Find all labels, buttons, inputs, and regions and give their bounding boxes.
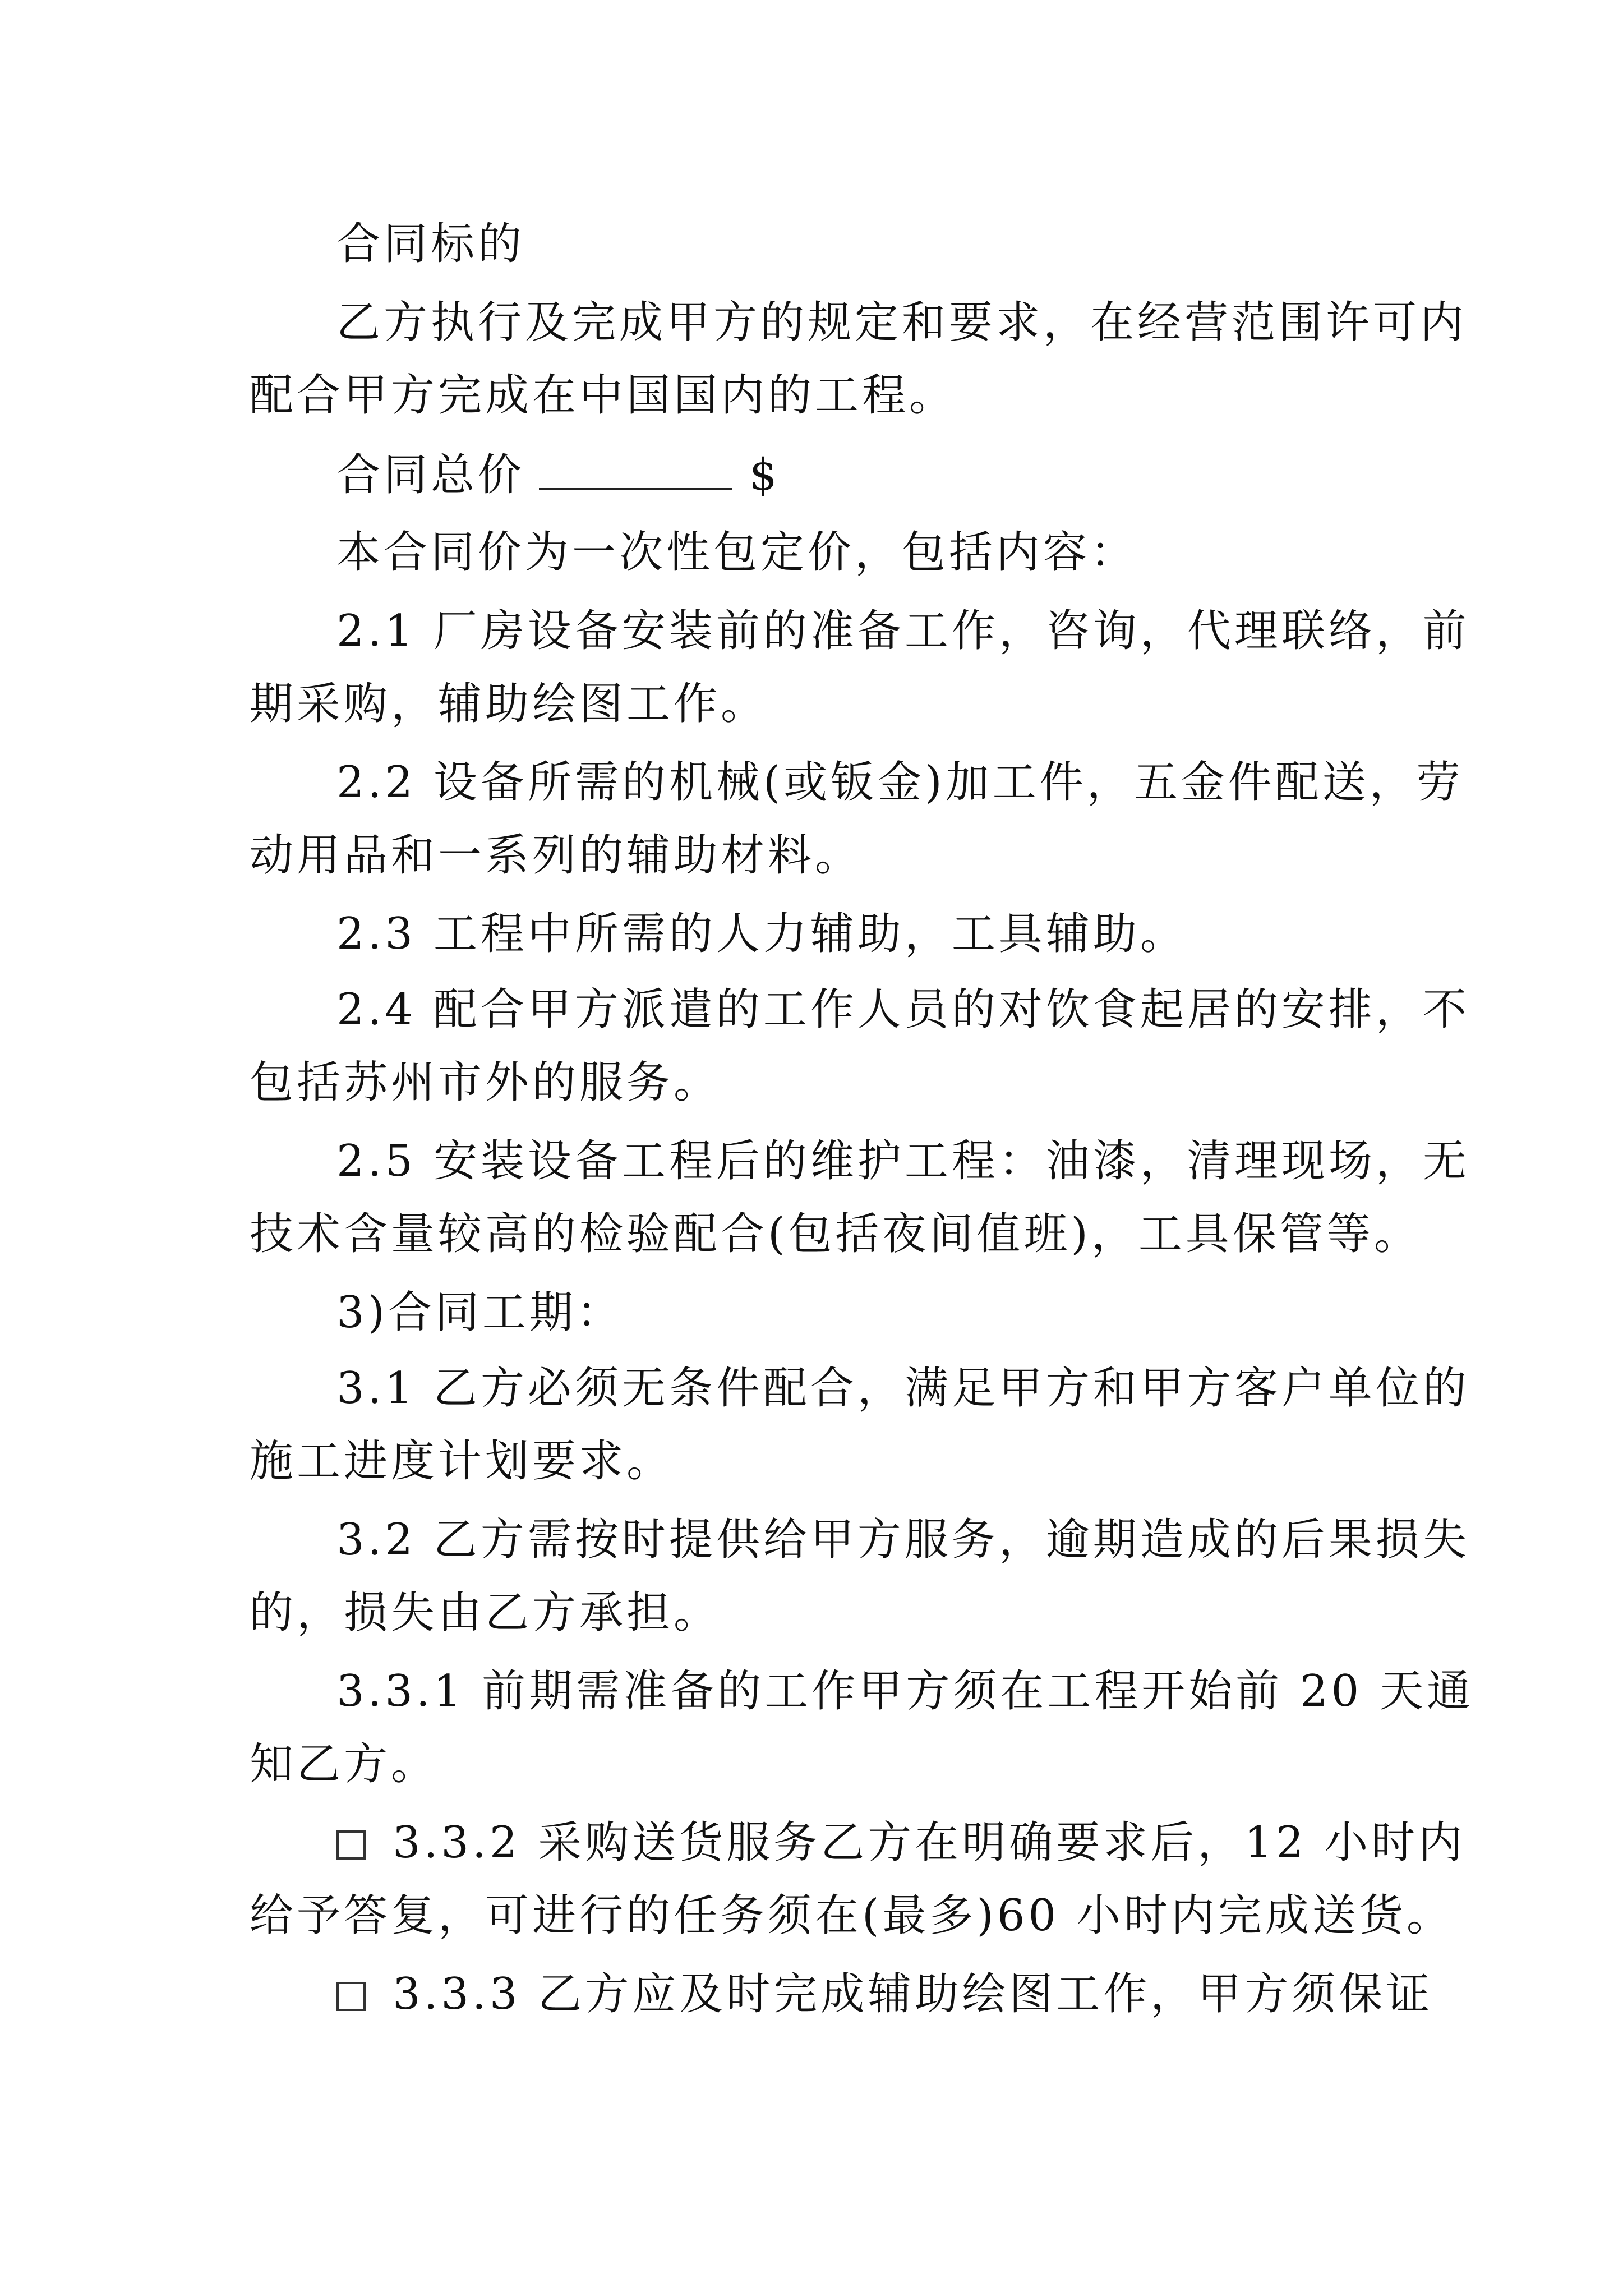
contract-price-blank xyxy=(539,449,732,490)
paragraph-line: 配合甲方完成在中国国内的工程。 xyxy=(250,370,957,421)
clause-3-3-1-cont: 知乙方。 xyxy=(250,1739,439,1789)
clause-2-3: 2.3 工程中所需的人力辅助，工具辅助。 xyxy=(336,909,1187,959)
section-heading-contract-period: 3)合同工期： xyxy=(336,1287,624,1338)
clause-3-2-cont: 的，损失由乙方承担。 xyxy=(250,1588,721,1638)
clause-3-1: 3.1 乙方必须无条件配合，满足甲方和甲方客户单位的 xyxy=(336,1363,1470,1414)
clause-2-4-cont: 包括苏州市外的服务。 xyxy=(250,1057,721,1108)
paragraph-line: 本合同价为一次性包定价，包括内容： xyxy=(336,527,1138,578)
clause-2-2: 2.2 设备所需的机械(或钣金)加工件，五金件配送，劳 xyxy=(336,757,1464,808)
clause-2-2-cont: 动用品和一系列的辅助材料。 xyxy=(250,830,863,881)
clause-3-3-2: 3.3.2 采购送货服务乙方在明确要求后，12 小时内 xyxy=(393,1818,1466,1868)
clause-3-2: 3.2 乙方需按时提供给甲方服务，逾期造成的后果损失 xyxy=(336,1515,1470,1565)
clause-2-1-cont: 期采购，辅助绘图工作。 xyxy=(250,679,768,729)
clause-2-4: 2.4 配合甲方派遣的工作人员的对饮食起居的安排，不 xyxy=(336,984,1470,1035)
clause-2-1: 2.1 厂房设备安装前的准备工作，咨询，代理联络，前 xyxy=(336,606,1470,656)
clause-3-3-1: 3.3.1 前期需准备的工作甲方须在工程开始前 20 天通 xyxy=(336,1666,1474,1717)
clause-3-1-cont: 施工进度计划要求。 xyxy=(250,1436,674,1487)
clause-3-3-2-cont: 给予答复，可进行的任务须在(最多)60 小时内完成送货。 xyxy=(250,1890,1454,1941)
contract-price-label: 合同总价 xyxy=(336,450,525,500)
checkbox-icon xyxy=(336,1830,366,1860)
contract-price-line xyxy=(336,449,1405,500)
clause-3-3-3-line xyxy=(336,1969,1433,2019)
checkbox-icon xyxy=(336,1982,366,2011)
currency-symbol: $ xyxy=(749,450,781,500)
section-heading-contract-subject: 合同标的 xyxy=(336,219,525,269)
clause-3-3-2-line xyxy=(336,1818,1466,1868)
clause-3-3-3: 3.3.3 乙方应及时完成辅助绘图工作，甲方须保证 xyxy=(393,1969,1433,2019)
clause-2-5-cont: 技术含量较高的检验配合(包括夜间值班)，工具保管等。 xyxy=(250,1209,1421,1259)
clause-2-5: 2.5 安装设备工程后的维护工程：油漆，清理现场，无 xyxy=(336,1136,1470,1186)
paragraph-line: 乙方执行及完成甲方的规定和要求，在经营范围许可内 xyxy=(336,297,1468,348)
